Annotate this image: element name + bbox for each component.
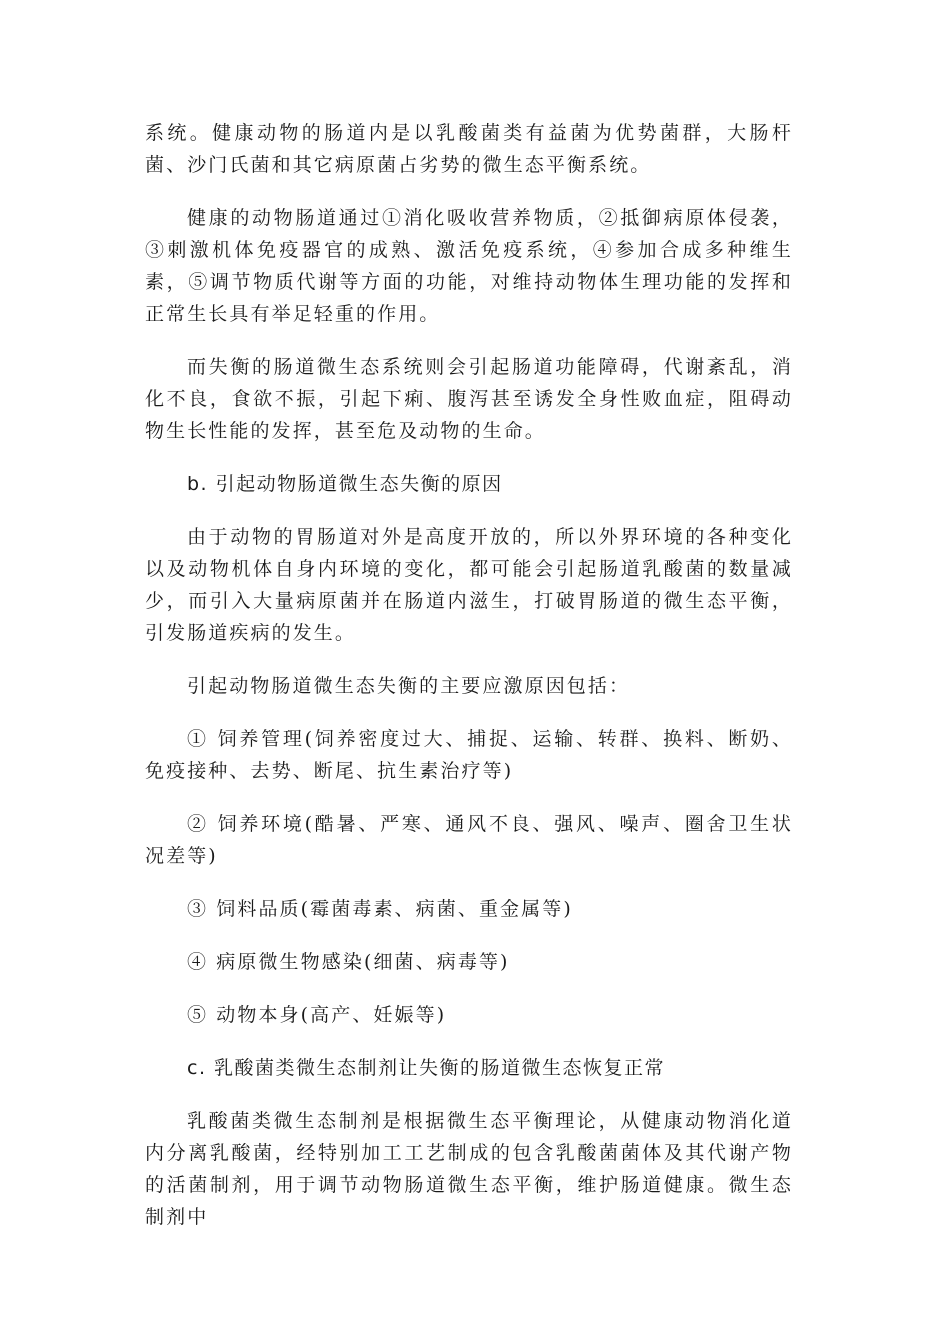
paragraph-stress-intro: 引起动物肠道微生态失衡的主要应激原因包括： <box>187 675 631 697</box>
list-item-animal-itself: ⑤ 动物本身(高产、妊娠等) <box>187 1004 447 1026</box>
list-item-feeding-management: ① 饲养管理(饲养密度过大、捕捉、运输、转群、换料、断奶、免疫接种、去势、断尾、抗生素治疗等) <box>145 728 793 782</box>
section-heading-b: b. 引起动物肠道微生态失衡的原因 <box>187 473 503 495</box>
paragraph-probiotic-preparation: 乳酸菌类微生态制剂是根据微生态平衡理论，从健康动物消化道内分离乳酸菌，经特别加工工艺制成的包含乳酸菌菌体及其代谢产物的活菌制剂，用于调节动物肠道微生态平衡，维护肠道健康。微生态制剂中 <box>145 1110 793 1228</box>
paragraph-continuation: 系统。健康动物的肠道内是以乳酸菌类有益菌为优势菌群，大肠杆菌、沙门氏菌和其它病原菌占劣势的微生态平衡系统。 <box>145 122 793 176</box>
list-item-feeding-environment: ② 饲养环境(酷暑、严寒、通风不良、强风、噪声、圈舍卫生状况差等) <box>145 813 793 867</box>
document-body <box>145 117 793 1254</box>
paragraph-causes: 由于动物的胃肠道对外是高度开放的，所以外界环境的各种变化以及动物机体自身内环境的变化，都可能会引起肠道乳酸菌的数量减少，而引入大量病原菌并在肠道内滋生，打破胃肠道的微生态平衡，引发肠道疾病的发生。 <box>145 526 793 644</box>
section-heading-c: c. 乳酸菌类微生态制剂让失衡的肠道微生态恢复正常 <box>187 1057 666 1079</box>
paragraph-imbalance-effects: 而失衡的肠道微生态系统则会引起肠道功能障碍，代谢紊乱，消化不良，食欲不振，引起下痢、腹泻甚至诱发全身性败血症，阻碍动物生长性能的发挥，甚至危及动物的生命。 <box>145 356 793 442</box>
list-item-pathogen-infection: ④ 病原微生物感染(细菌、病毒等) <box>187 951 510 973</box>
paragraph-healthy-gut-functions: 健康的动物肠道通过①消化吸收营养物质，②抵御病原体侵袭，③刺激机体免疫器官的成熟、激活免疫系统，④参加合成多种维生素，⑤调节物质代谢等方面的功能，对维持动物体生理功能的发挥和正常生长具有举足轻重的作用。 <box>145 207 793 325</box>
list-item-feed-quality: ③ 饲料品质(霉菌毒素、病菌、重金属等) <box>187 898 573 920</box>
